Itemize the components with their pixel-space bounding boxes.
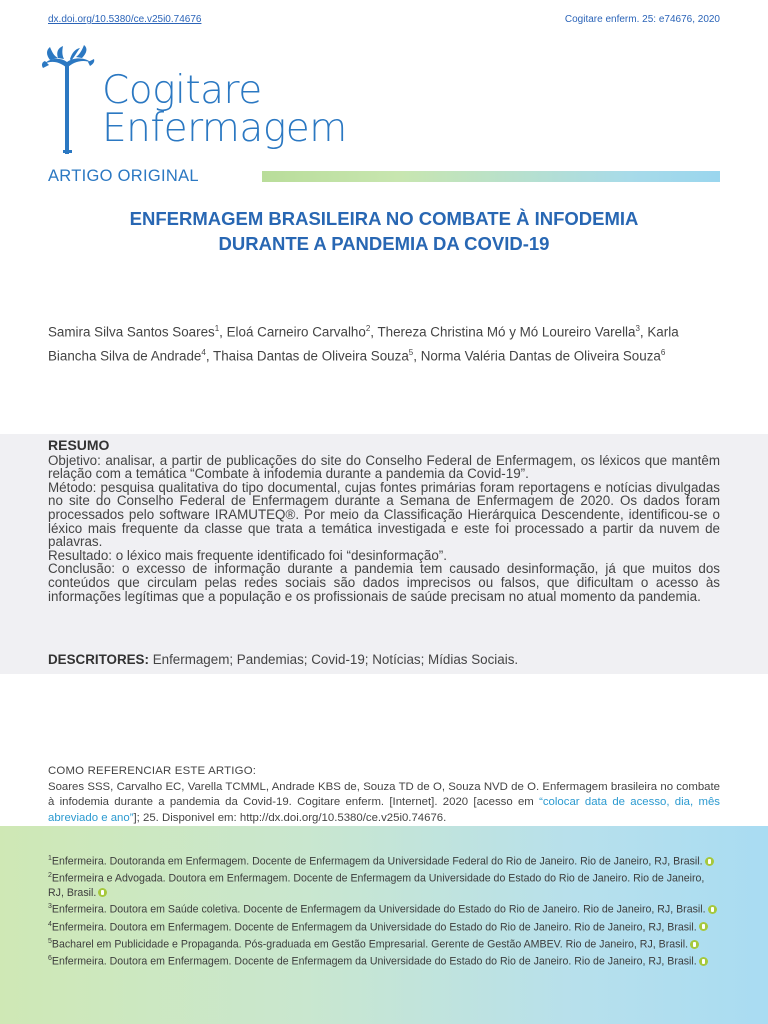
article-type-label: ARTIGO ORIGINAL	[48, 167, 199, 185]
author-name: Thereza Christina Mó y Mó Loureiro Varella	[377, 324, 636, 340]
affiliation-number: 5	[48, 938, 52, 946]
affiliation-text: Bacharel em Publicidade e Propaganda. Pós-graduada em Gestão Empresarial. Gerente de Gestão AMBEV. Rio de Janeiro, RJ, Brasil.	[51, 938, 689, 951]
affiliation-list	[48, 852, 722, 970]
author-name: Samira Silva Santos Soares	[48, 324, 215, 340]
author-affiliation-mark: 1	[214, 324, 220, 333]
affiliation-number: 3	[48, 903, 52, 911]
keywords	[48, 652, 720, 667]
article-title	[60, 206, 708, 256]
page-header	[48, 14, 720, 30]
journal-reference: Cogitare enferm. 25: e74676, 2020	[564, 14, 720, 25]
affiliation-item	[48, 918, 722, 935]
author-name: Norma Valéria Dantas de Oliveira Souza	[420, 348, 661, 364]
affiliation-number: 4	[48, 920, 52, 928]
author-name: Karla Biancha Silva de Andrade	[48, 324, 679, 364]
affiliation-text: Enfermeira. Doutora em Enfermagem. Docente de Enfermagem da Universidade do Estado do Rio de Janeiro. Rio de Janeiro, RJ, Brasil.	[51, 955, 697, 968]
citation-text	[48, 780, 720, 827]
author-affiliation-mark: 3	[635, 324, 640, 333]
abstract-objective: Objetivo: analisar, a partir de publicações do site do Conselho Federal de Enfermagem, os léxicos que mantêm relação com a temática “Combate à infodemia durante a pandemia da Covid-19”.	[48, 452, 720, 482]
article-type-row	[48, 166, 720, 188]
author-affiliation-mark: 5	[408, 348, 414, 358]
affiliation-text: Enfermeira. Doutora em Saúde coletiva. Docente de Enfermagem da Universidade do Estado do Rio de Janeiro. Rio de Janeiro, RJ, Brasil.	[51, 903, 706, 916]
abstract-heading: RESUMO	[48, 437, 110, 453]
abstract-method: Método: pesquisa qualitativa do tipo documental, cujas fontes primárias foram reportagens e notícias divulgadas no site do Conselho Federal de Enfermagem durante a Semana de Enfermagem de 2020. Os dados foram processados pelo software IRAMUTEQ®. Por meio da Classificação Hierárquica Descendente, identificou-se o léxico mais frequente da classe que trata a temática investigada e este foi processado a partir da nuvem de palavras.	[48, 479, 720, 550]
affiliation-text: Enfermeira. Doutoranda em Enfermagem. Docente de Enfermagem da Universidade Federal do Rio de Janeiro. Rio de Janeiro, RJ, Brasil.	[51, 855, 703, 868]
orcid-icon[interactable]	[705, 857, 714, 866]
author-list: Samira Silva Santos Soares$^1$, Eloá Carneiro Carvalho$^2$, Thereza Christina Mó y Mó Loureiro Varella$^3$, Karla Biancha Silva de Andrade$^4$, Thaisa Dantas de Oliveira Souza$^5$, Norma Valéria Dantas de Oliveira Souza$^6$	[48, 324, 679, 364]
orcid-icon[interactable]	[699, 957, 708, 966]
access-date-placeholder: “colocar data de acesso, dia, mês abreviado e ano”	[48, 796, 720, 824]
abstract-conclusion: Conclusão: o excesso de informação durante a pandemia tem causado desinformação, já que muitos dos conteúdos que circulam pelas redes sociais são dados imprecisos ou falsos, que dificultam o acesso às informações legítimas que a população e os profissionais de saúde precisam no atual momento da pandemia.	[48, 561, 720, 604]
citation-block	[48, 764, 720, 826]
title-line: ENFERMAGEM BRASILEIRA NO COMBATE À INFODEMIA	[129, 208, 639, 229]
journal-logo	[40, 38, 420, 158]
affiliation-number: 6	[48, 955, 52, 963]
orcid-icon[interactable]	[699, 922, 708, 931]
abstract-result: Resultado: o léxico mais frequente identificado foi “desinformação”.	[48, 547, 447, 563]
logo-line-enfermagem: Enfermagem	[102, 106, 347, 151]
affiliation-number: 2	[48, 872, 52, 880]
author-name: Thaisa Dantas de Oliveira Souza	[213, 348, 409, 364]
affiliation-item	[48, 952, 722, 969]
title-line: DURANTE A PANDEMIA DA COVID-19	[218, 233, 550, 254]
citation-text-start: Soares SSS, Carvalho EC, Varella TCMML, Andrade KBS de, Souza TD de O, Souza NVD de O. Enfermagem brasileira no combate à infodemia durante a pandemia da Covid-19. Cogitare enferm. [Internet]. 2020 [acesso em	[48, 780, 720, 808]
orcid-icon[interactable]	[708, 905, 717, 914]
affiliation-number: 1	[48, 855, 52, 862]
author-affiliation-mark: 6	[660, 348, 666, 358]
orcid-icon[interactable]	[98, 888, 107, 897]
orcid-icon[interactable]	[690, 940, 699, 949]
affiliation-text: Enfermeira e Advogada. Doutora em Enfermagem. Docente de Enfermagem da Universidade do Estado do Rio de Janeiro. Rio de Janeiro, RJ, Brasil.	[48, 872, 705, 899]
keywords-text: Enfermagem; Pandemias; Covid-19; Notícias; Mídias Sociais.	[152, 652, 519, 667]
author-affiliation-mark: 4	[201, 348, 206, 358]
affiliation-text: Enfermeira. Doutora em Enfermagem. Docente de Enfermagem da Universidade do Estado do Rio de Janeiro. Rio de Janeiro, RJ, Brasil.	[51, 921, 697, 934]
abstract	[48, 439, 720, 603]
citation-heading: COMO REFERENCIAR ESTE ARTIGO:	[48, 765, 257, 777]
doi-link[interactable]: dx.doi.org/10.5380/ce.v25i0.74676	[48, 14, 202, 25]
affiliation-item	[48, 852, 722, 869]
citation-text-end: ]; 25. Disponivel em: http://dx.doi.org/10.5380/ce.v25i0.74676.	[133, 811, 447, 824]
decorative-stripe	[262, 171, 720, 182]
keywords-label: DESCRITORES:	[48, 652, 149, 667]
affiliation-item	[48, 935, 722, 952]
affiliation-item	[48, 869, 722, 900]
author-affiliation-mark: 2	[365, 324, 371, 333]
logo-line-cogitare: Cogitare	[102, 68, 262, 113]
author-name: Eloá Carneiro Carvalho	[226, 324, 366, 340]
affiliation-item	[48, 900, 722, 917]
